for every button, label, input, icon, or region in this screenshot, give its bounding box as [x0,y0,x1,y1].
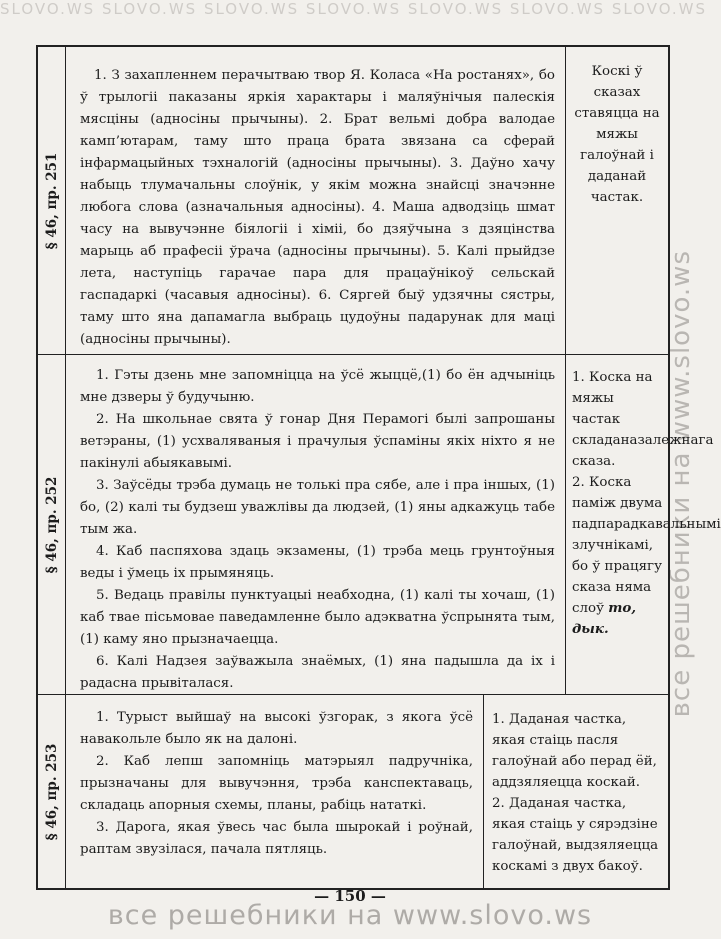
exercise-paragraph: 6. Калі Надзея заўважыла знаёмых, (1) яна падышла да іх і радасна прывіталася. [80,654,555,691]
exercise-label: § 46, пр. 252 [43,476,60,573]
exercise-note: Коскі ў сказах ставяцца на мяжы галоўнай і даданай частак. [574,64,660,205]
exercise-label-cell [38,695,66,888]
exercise-paragraph: 5. Ведаць правілы пунктуацыі неабходна, (1) калі ты хочаш, (1) каб твае пісьмовае паведамленне было адэкватна ўспрынята тым, (1) каму яно прызначаецца. [80,588,555,647]
note-text: 2. Коска паміж двума падпарадкавальнымі злучнікамі, бо ў працягу сказа няма слоў [572,475,721,616]
exercise-paragraph: 3. Дарога, якая ўвесь час была шырокай і роўнай, раптам звузілася, пачала пятляць. [80,820,473,857]
exercise-row [38,695,668,888]
exercise-text-cell [66,695,484,888]
exercise-note-cell [484,695,668,888]
exercise-note [572,472,721,640]
watermark-side: все решебники на www.slovo.ws [666,250,696,718]
exercise-paragraph: 3. Заўсёды трэба думаць не толькі пра сябе, але і пра іншых, (1) бо, (2) калі ты будзеш уважлівы да людзей, (1) яны адкажуць табе тым жа. [80,478,555,537]
watermark-bottom: все решебники на www.slovo.ws [107,900,593,931]
exercise-paragraph: 2. На школьнае свята ў гонар Дня Перамогі былі запрошаны ветэраны, (1) усхваляваныя і прачулыя ўспаміны якіх ніхто я не пакінулі абыякавымі. [80,412,555,471]
exercise-row [38,47,668,355]
exercise-note: 1. Коска на мяжы частак складаназалежнага сказа. [572,370,714,469]
exercise-paragraph: 2. Каб лепш запомніць матэрыял падручніка, прызначаны для вывучэння, трэба канспектаваць, складаць апорныя схемы, планы, рабіць нататкі. [80,754,473,813]
exercise-label: § 46, пр. 253 [43,743,60,840]
watermark-top: SLOVO.WS SLOVO.WS SLOVO.WS SLOVO.WS SLOVO.WS SLOVO.WS SLOVO.WS [0,0,708,18]
page-number: — 150 — [314,887,386,905]
exercise-note-cell [566,47,668,354]
exercise-label-cell [38,355,66,694]
exercise-text-cell [66,355,566,694]
exercise-label-cell [38,47,66,354]
exercise-note: 2. Даданая частка, якая стаіць у сярэдзіне галоўнай, выдзяляецца коскамі з двух бакоў. [492,796,659,874]
note-emphasis: то, дык. [572,600,636,637]
exercise-paragraph: 4. Каб паспяхова здаць экзамены, (1) трэба мець грунтоўныя веды і ўмець іх прымяняць. [80,544,555,581]
exercise-text-cell [66,47,566,354]
exercise-paragraph: 1. З захапленнем перачытваю твор Я. Коласа «На ростанях», бо ў трылогіі паказаны яркія характары і маляўнічыя палескія мясціны (адносіны прычыны). 2. Брат вельмі добра валодае камп’ютарам, таму што праца брата звязана са сферай інфармацыйных тэхналогій (адносіны прычыны). 3. Даўно хачу набыць тлумачальны слоўнік, у якім можна знайсці значэнне любога слова (азначальныя адносіны). 4. Маша адводзіць шмат часу на вывучэнне біялогіі і хіміі, бо дзяўчына з дзяцінства марыць аб прафесіі ўрача (адносіны прычыны). 5. Калі прыйдзе лета, наступіць гарачае пара для працаўнікоў сельскай гаспадаркі (часавыя адносіны). 6. Сяргей быў удзячны сястры, таму што яна дапамагла выбраць цудоўны падарунак для маці (адносіны прычыны). [80,68,555,347]
exercise-label: § 46, пр. 251 [43,152,60,249]
exercise-note: 1. Даданая частка, якая стаіць пасля галоўнай або перад ёй, аддзяляецца коскай. [492,712,657,790]
exercise-paragraph: 1. Турыст выйшаў на высокі ўзгорак, з якога ўсё навакольле было як на далоні. [80,710,473,747]
exercise-paragraph: 1. Гэты дзень мне запомніцца на ўсё жыццё,(1) бо ён адчыніць мне дзверы ў будучыню. [80,368,555,405]
